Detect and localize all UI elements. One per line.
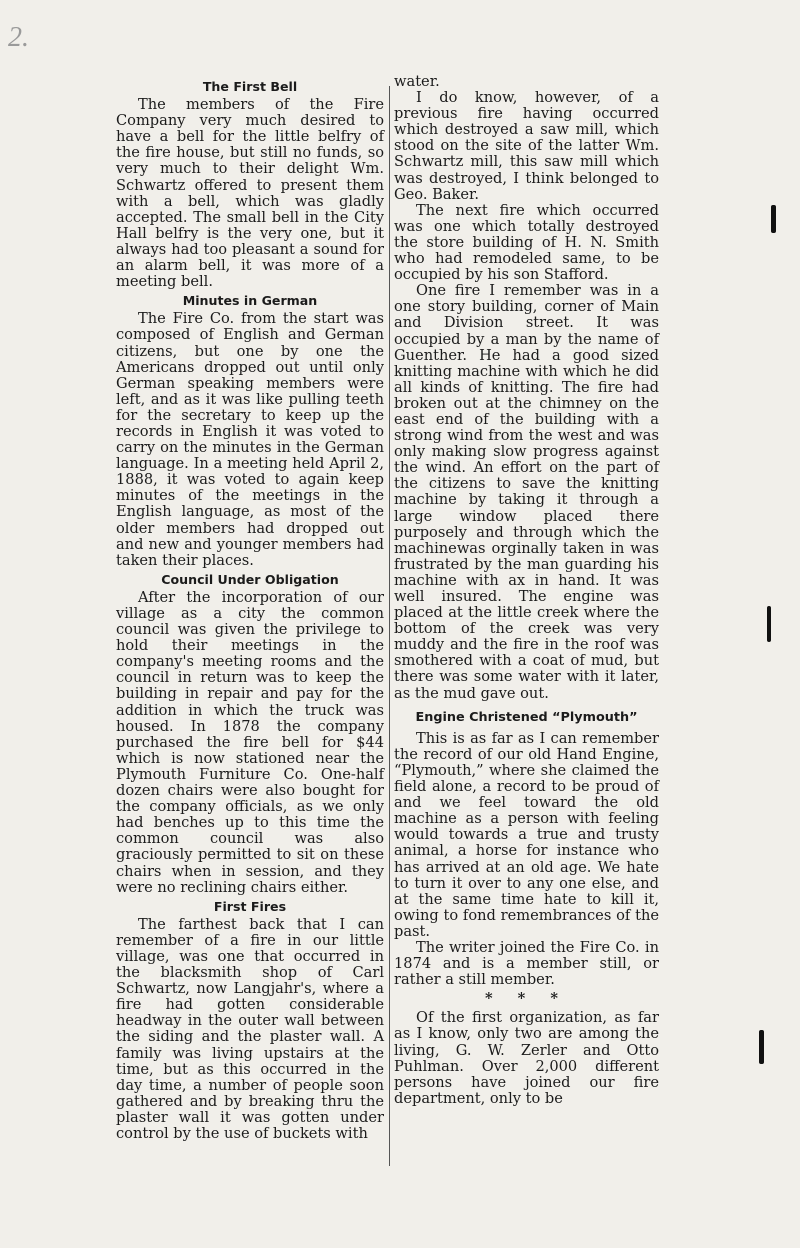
heading-first-bell: The First Bell <box>202 79 298 94</box>
section-separator: * * * <box>484 990 569 1008</box>
scan-edge-mark <box>759 1030 764 1064</box>
continuation-text: water. <box>394 73 440 90</box>
paragraph: The next fire which occurred was one which totally destroyed the store building of H. N. Smith who had remodeled same, to be occupied by his son Stafford. <box>394 201 659 284</box>
paragraph: Of the first organization, as far as I know, only two are among the living, G. W. Zerler and Otto Puhlman. Over 2,000 different persons have joined our fire department, only to be <box>394 1009 659 1107</box>
column-divider <box>389 86 390 1166</box>
page-number-mark: 2. <box>8 22 29 53</box>
heading-council-under-obligation: Council Under Obligation <box>161 571 339 587</box>
scan-edge-mark <box>771 205 776 233</box>
right-column <box>394 74 659 1107</box>
paragraph: I do know, however, of a previous fire having occurred which destroyed a saw mill, which stood on the site of the latter Wm. Schwartz mill, this saw mill which was destroyed, I think belonged to Geo. Baker. <box>394 89 659 203</box>
heading-engine-christened: Engine Christened “Plymouth” <box>415 709 638 725</box>
paragraph: The Fire Co. from the start was composed of English and German citizens, but one by one the Americans dropped out until only German speaking members were left, and as it was like pulling teeth for the secretary to keep up the records in English it was voted to carry on the minutes in the German language. In a meeting held April 2, 1888, it was voted to again keep minutes of the meetings in the English language, as most of the older members had dropped out and new and younger members had taken their places. <box>116 310 384 569</box>
paragraph: The writer joined the Fire Co. in 1874 and is a member still, or rather a still member. <box>394 938 659 989</box>
left-column <box>116 76 384 1142</box>
paragraph: The farthest back that I can remember of a fire in our little village, was one that occurred in the blacksmith shop of Carl Schwartz, now Langjahr's, where a fire had gotten considerable headway in the outer wall between the siding and the plaster wall. A family was living upstairs at the time, but as this occurred in the day time, a number of people soon gathered and by breaking thru the plaster wall it was gotten under control by the use of buckets with <box>116 915 384 1142</box>
scan-edge-mark <box>767 606 771 642</box>
paragraph: One fire I remember was in a one story building, corner of Main and Division street. It was occupied by a man by the name of Guenther. He had a good sized knitting machine with which he did all kinds of knitting. The fire had broken out at the chimney on the east end of the building with a strong wind from the west and was only making slow progress against the wind. An effort on the part of the citizens to save the knitting machine by taking it through a large window placed there purposely and through which the machinewas orginally taken in was frustrated by the man guarding his machine with ax in hand. It was well insured. The engine was placed at the little creek where the bottom of the creek was very muddy and the fire in the roof was smothered with a coat of mud, but there was some water with it later, as the mud gave out. <box>394 282 659 702</box>
heading-minutes-in-german: Minutes in German <box>182 293 318 309</box>
paragraph: The members of the Fire Company very much desired to have a bell for the little belfry of the fire house, but still no funds, so very much to their delight Wm. Schwartz offered to present them with a bell, which was gladly accepted. The small bell in the City Hall belfry is the very one, but it always had too pleasant a sound for an alarm bell, it was more of a meeting bell. <box>116 96 384 291</box>
paragraph: This is as far as I can remember the record of our old Hand Engine, “Plymouth,” where she claimed the field alone, a record to be proud of and we feel toward the old machine as a person with feeling would towards a true and trusty animal, a horse for instance who has arrived at an old age. We hate to turn it over to any one else, and at the same time hate to kill it, owing to fond remembrances of the past. <box>394 729 659 940</box>
paragraph: After the incorporation of our village as a city the common council was given the privilege to hold their meetings in the company's meeting rooms and the council in return was to keep the building in repair and pay for the addition in which the truck was housed. In 1878 the company purchased the fire bell for $44 which is now stationed near the Plymouth Furniture Co. One-half dozen chairs were also bought for the company officials, as we only had benches up to this time the common council was also graciously permitted to sit on these chairs when in session, and they were no reclining chairs either. <box>116 588 384 896</box>
heading-first-fires: First Fires <box>213 898 287 914</box>
